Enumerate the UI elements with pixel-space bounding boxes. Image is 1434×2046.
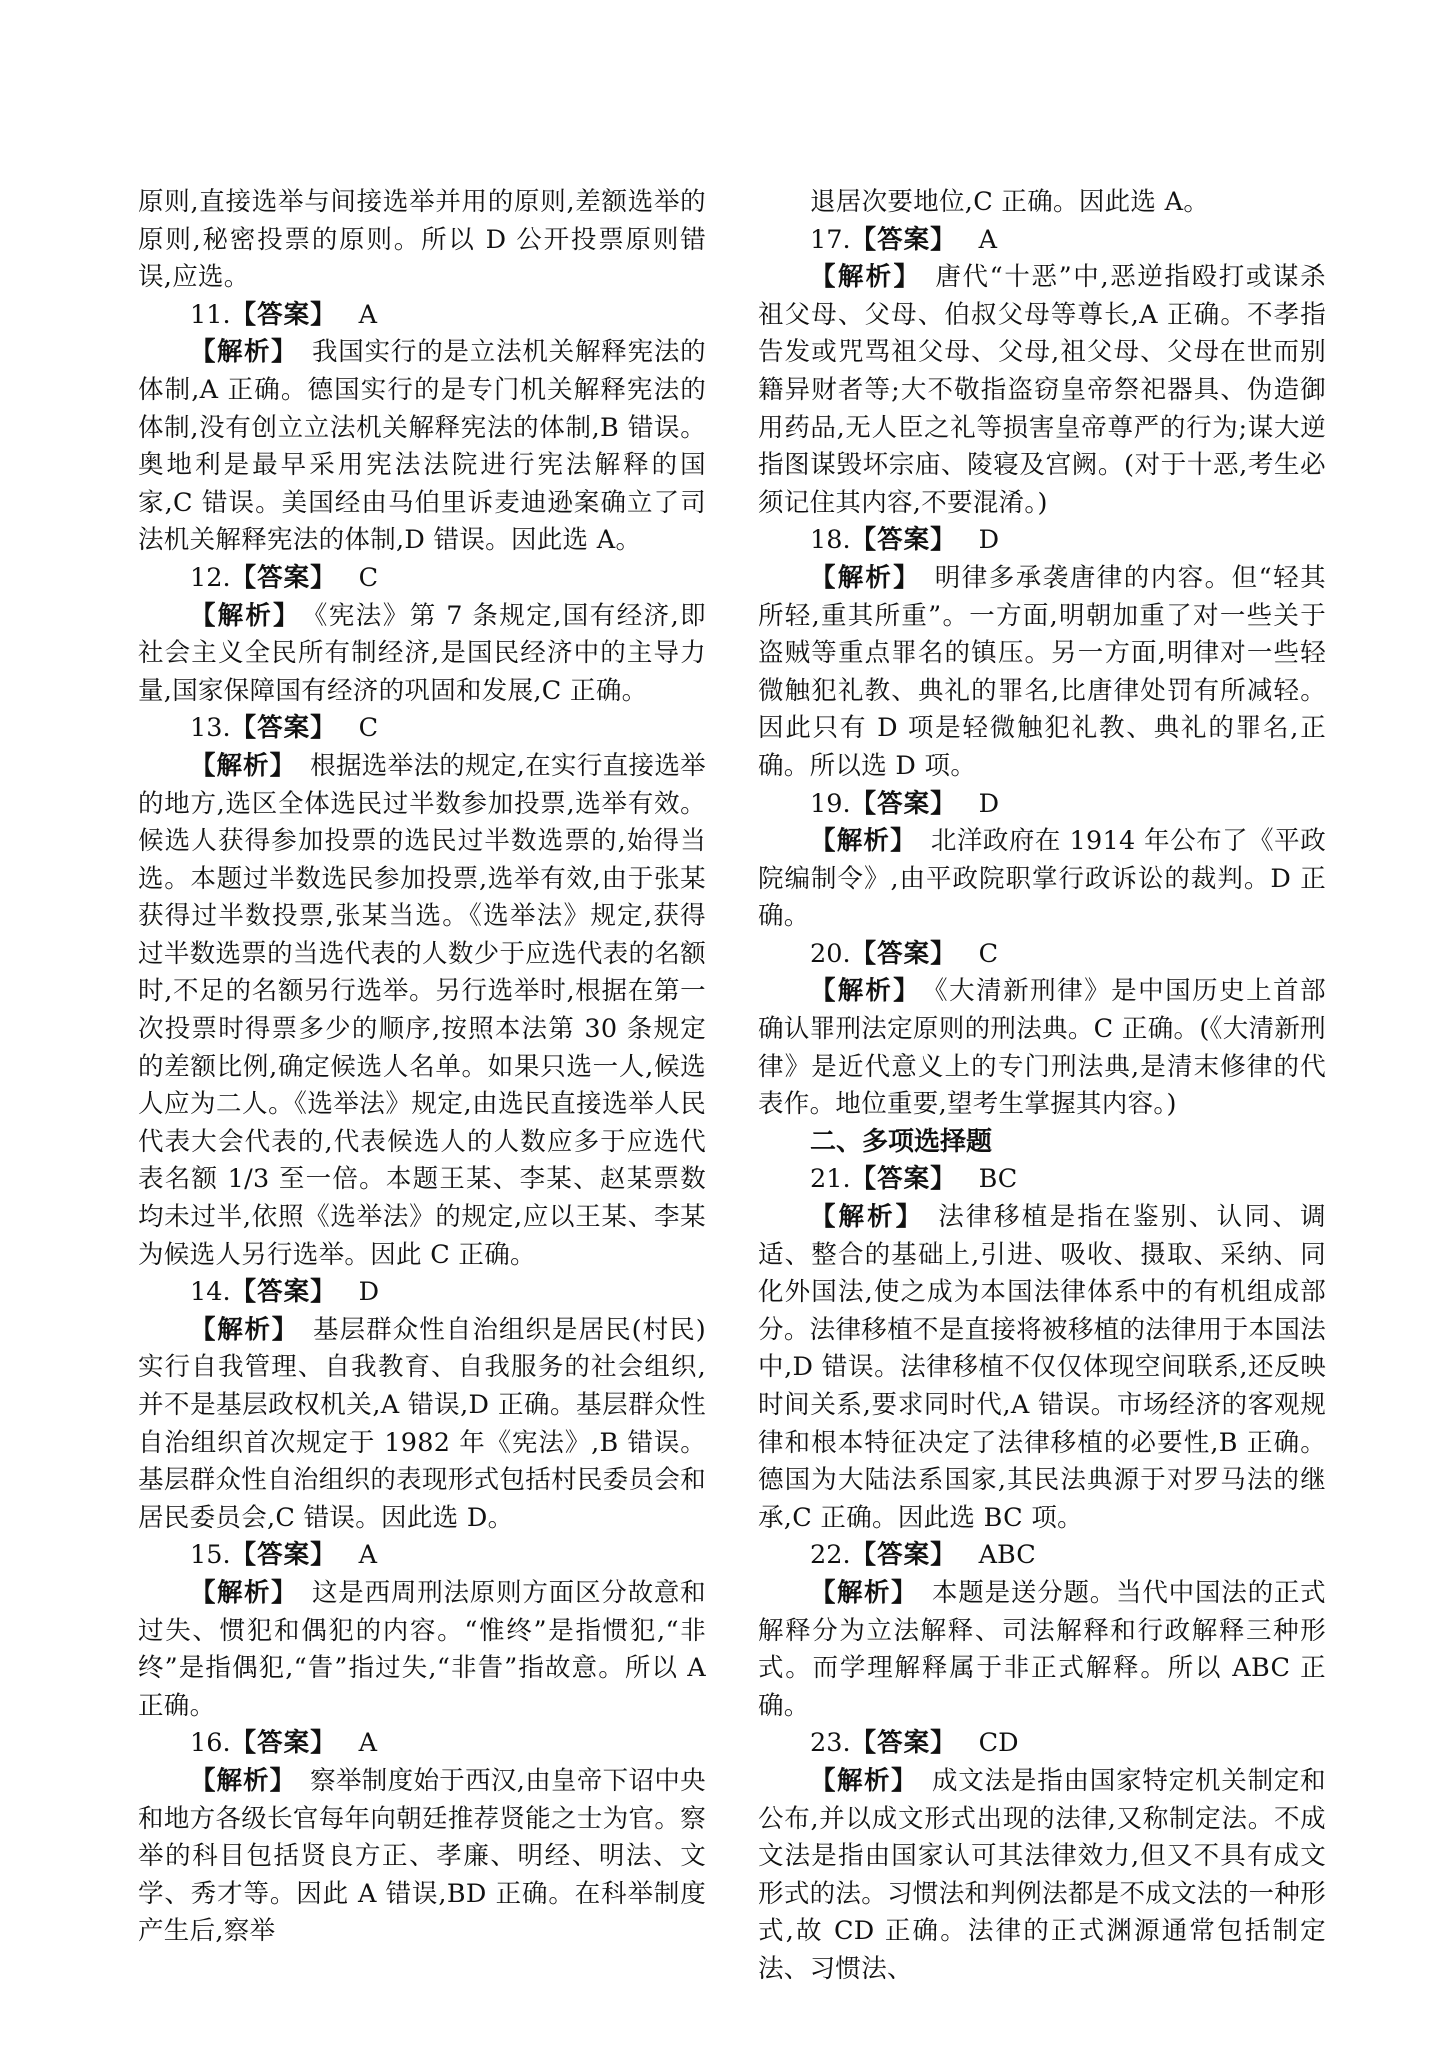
answer-value: D xyxy=(358,1277,380,1308)
answer-label: 【答案】 xyxy=(850,525,957,556)
answer-value: A xyxy=(358,1540,377,1571)
analysis-paragraph xyxy=(138,1763,706,1951)
answer-label: 【答案】 xyxy=(230,1277,337,1308)
answer-label: 【答案】 xyxy=(850,788,957,819)
analysis-paragraph xyxy=(138,748,706,1274)
continued-paragraph: 退居次要地位,C 正确。因此选 A。 xyxy=(810,187,1210,217)
analysis-label: 【解析】 xyxy=(810,262,922,293)
answer-label: 【答案】 xyxy=(850,1728,957,1759)
question-number: 23. xyxy=(810,1728,851,1759)
answer-value: CD xyxy=(978,1728,1019,1759)
answer-heading xyxy=(758,522,1326,560)
answer-label: 【答案】 xyxy=(230,562,337,593)
question-number: 11. xyxy=(190,299,231,330)
left-column xyxy=(138,184,706,1951)
right-column xyxy=(758,184,1326,1989)
answer-heading xyxy=(138,1537,706,1575)
analysis-label: 【解析】 xyxy=(810,826,917,857)
answer-value: A xyxy=(358,1728,377,1759)
answer-heading xyxy=(138,1274,706,1312)
answer-label: 【答案】 xyxy=(230,299,337,330)
answer-heading xyxy=(758,936,1326,974)
analysis-text: 成文法是指由国家特定机关制定和公布,并以成文形式出现的法律,又称制定法。不成文法是指由国家认可其法律效力,但又不具有成文形式的法。习惯法和判例法都是不成文法的一种形式,故 CD 正确。法律的正式渊源通常包括制定法、习惯法、 xyxy=(758,1765,1326,1984)
continued-paragraph: 原则,直接选举与间接选举并用的原则,差额选举的原则,秘密投票的原则。所以 D 公开投票原则错误,应选。 xyxy=(138,187,706,293)
analysis-label: 【解析】 xyxy=(190,1314,300,1345)
answer-label: 【答案】 xyxy=(850,1540,957,1571)
analysis-paragraph xyxy=(758,1763,1326,1989)
analysis-paragraph xyxy=(758,973,1326,1123)
answer-label: 【答案】 xyxy=(850,938,957,969)
question-number: 13. xyxy=(190,713,231,744)
analysis-text: 法律移植是指在鉴别、认同、调适、整合的基础上,引进、吸收、摄取、采纳、同化外国法,使之成为本国法律体系中的有机组成部分。法律移植不是直接将被移植的法律用于本国法中,D 错误。法律移植不仅仅体现空间联系,还反映时间关系,要求同时代,A 错误。市场经济的客观规律和根本特征决定了法律移植的必要性,B 正确。德国为大陆法系国家,其民法典源于对罗马法的继承,C 正确。因此选 BC 项。 xyxy=(758,1202,1326,1533)
question-number: 16. xyxy=(190,1728,231,1759)
analysis-text: 我国实行的是立法机关解释宪法的体制,A 正确。德国实行的是专门机关解释宪法的体制,没有创立立法机关解释宪法的体制,B 错误。奥地利是最早采用宪法法院进行宪法解释的国家,C 错误。美国经由马伯里诉麦迪逊案确立了司法机关解释宪法的体制,D 错误。因此选 A。 xyxy=(138,337,706,556)
question-number: 17. xyxy=(810,224,851,255)
question-number: 18. xyxy=(810,525,851,556)
analysis-text: 根据选举法的规定,在实行直接选举的地方,选区全体选民过半数参加投票,选举有效。候选人获得参加投票的选民过半数选票的,始得当选。本题过半数选民参加投票,选举有效,由于张某获得过半数投票,张某当选。《选举法》规定,获得过半数选票的当选代表的人数少于应选代表的名额时,不足的名额另行选举。另行选举时,根据在第一次投票时得票多少的顺序,按照本法第 30 条规定的差额比例,确定候选人名单。如果只选一人,候选人应为二人。《选举法》规定,由选民直接选举人民代表大会代表的,代表候选人的人数应多于应选代表名额 1/3 至一倍。本题王某、李某、赵某票数均未过半,依照《选举法》的规定,应以王某、李某为候选人另行选举。因此 C 正确。 xyxy=(138,750,706,1270)
analysis-label: 【解析】 xyxy=(810,562,921,593)
analysis-text: 这是西周刑法原则方面区分故意和过失、惯犯和偶犯的内容。“惟终”是指惯犯,“非终”是指偶犯,“眚”指过失,“非眚”指故意。所以 A 正确。 xyxy=(138,1577,706,1721)
analysis-text: 唐代“十恶”中,恶逆指殴打或谋杀祖父母、父母、伯叔父母等尊长,A 正确。不孝指告发或咒骂祖父母、父母,祖父母、父母在世而别籍异财者等;大不敬指盗窃皇帝祭祀器具、伪造御用药品,无人臣之礼等损害皇帝尊严的行为;谋大逆指图谋毁坏宗庙、陵寝及宫阙。(对于十恶,考生必须记住其内容,不要混淆。) xyxy=(758,262,1326,518)
answer-value: C xyxy=(978,938,999,969)
analysis-label: 【解析】 xyxy=(190,1577,298,1608)
analysis-label: 【解析】 xyxy=(190,337,298,368)
answer-heading xyxy=(758,222,1326,260)
analysis-paragraph xyxy=(138,1575,706,1725)
answer-value: A xyxy=(358,299,377,330)
answer-value: C xyxy=(358,713,379,744)
question-number: 19. xyxy=(810,788,851,819)
answer-value: ABC xyxy=(978,1540,1036,1571)
question-number: 15. xyxy=(190,1540,231,1571)
single-choice-answer-list xyxy=(758,222,1326,1124)
question-number: 21. xyxy=(810,1164,851,1195)
answer-value: BC xyxy=(978,1164,1018,1195)
analysis-label: 【解析】 xyxy=(810,1577,918,1608)
answer-heading xyxy=(758,1725,1326,1763)
answer-value: C xyxy=(358,562,379,593)
multiple-choice-answer-list xyxy=(758,1161,1326,1988)
analysis-label: 【解析】 xyxy=(810,1765,918,1796)
analysis-paragraph xyxy=(758,1575,1326,1725)
question-number: 20. xyxy=(810,938,851,969)
analysis-paragraph xyxy=(758,259,1326,522)
analysis-label: 【解析】 xyxy=(810,976,921,1007)
answer-label: 【答案】 xyxy=(850,224,957,255)
analysis-text: 北洋政府在 1914 年公布了《平政院编制令》,由平政院职掌行政诉讼的裁判。D 正确。 xyxy=(758,826,1326,932)
question-number: 14. xyxy=(190,1277,231,1308)
analysis-text: 基层群众性自治组织是居民(村民)实行自我管理、自我教育、自我服务的社会组织,并不是基层政权机关,A 错误,D 正确。基层群众性自治组织首次规定于 1982 年《宪法》,B 错误。基层群众性自治组织的表现形式包括村民委员会和居民委员会,C 错误。因此选 D。 xyxy=(138,1314,706,1533)
analysis-paragraph xyxy=(758,560,1326,786)
answer-value: A xyxy=(978,224,997,255)
section-title: 二、多项选择题 xyxy=(810,1126,993,1157)
answer-label: 【答案】 xyxy=(230,713,337,744)
analysis-label: 【解析】 xyxy=(190,1765,297,1796)
analysis-paragraph xyxy=(758,823,1326,936)
analysis-text: 《大清新刑律》是中国历史上首部确认罪刑法定原则的刑法典。C 正确。(《大清新刑律》是近代意义上的专门刑法典,是清末修律的代表作。地位重要,望考生掌握其内容。) xyxy=(758,976,1326,1120)
left-answer-list xyxy=(138,297,706,1951)
analysis-text: 察举制度始于西汉,由皇帝下诏中央和地方各级长官每年向朝廷推荐贤能之士为官。察举的科目包括贤良方正、孝廉、明经、明法、文学、秀才等。因此 A 错误,BD 正确。在科举制度产生后,察举 xyxy=(138,1765,706,1947)
question-number: 22. xyxy=(810,1540,851,1571)
answer-label: 【答案】 xyxy=(230,1728,337,1759)
answer-heading xyxy=(138,560,706,598)
answer-label: 【答案】 xyxy=(230,1540,337,1571)
analysis-text: 明律多承袭唐律的内容。但“轻其所轻,重其所重”。一方面,明朝加重了对一些关于盗贼等重点罪名的镇压。另一方面,明律对一些轻微触犯礼教、典礼的罪名,比唐律处罚有所减轻。因此只有 D 项是轻微触犯礼教、典礼的罪名,正确。所以选 D 项。 xyxy=(758,562,1326,781)
analysis-text: 本题是送分题。当代中国法的正式解释分为立法解释、司法解释和行政解释三种形式。而学理解释属于非正式解释。所以 ABC 正确。 xyxy=(758,1577,1326,1721)
analysis-paragraph xyxy=(758,1199,1326,1537)
answer-label: 【答案】 xyxy=(850,1164,957,1195)
analysis-paragraph xyxy=(138,334,706,560)
answer-value: D xyxy=(978,788,1000,819)
analysis-paragraph xyxy=(138,598,706,711)
analysis-label: 【解析】 xyxy=(810,1202,925,1233)
answer-heading xyxy=(138,710,706,748)
answer-heading xyxy=(758,1161,1326,1199)
answer-heading xyxy=(138,297,706,335)
answer-heading xyxy=(138,1725,706,1763)
answer-heading xyxy=(758,1537,1326,1575)
analysis-label: 【解析】 xyxy=(190,750,297,781)
analysis-text: 《宪法》第 7 条规定,国有经济,即社会主义全民所有制经济,是国民经济中的主导力量,国家保障国有经济的巩固和发展,C 正确。 xyxy=(138,600,706,706)
analysis-paragraph xyxy=(138,1312,706,1538)
analysis-label: 【解析】 xyxy=(190,600,301,631)
answer-value: D xyxy=(978,525,1000,556)
question-number: 12. xyxy=(190,562,231,593)
answer-heading xyxy=(758,786,1326,824)
